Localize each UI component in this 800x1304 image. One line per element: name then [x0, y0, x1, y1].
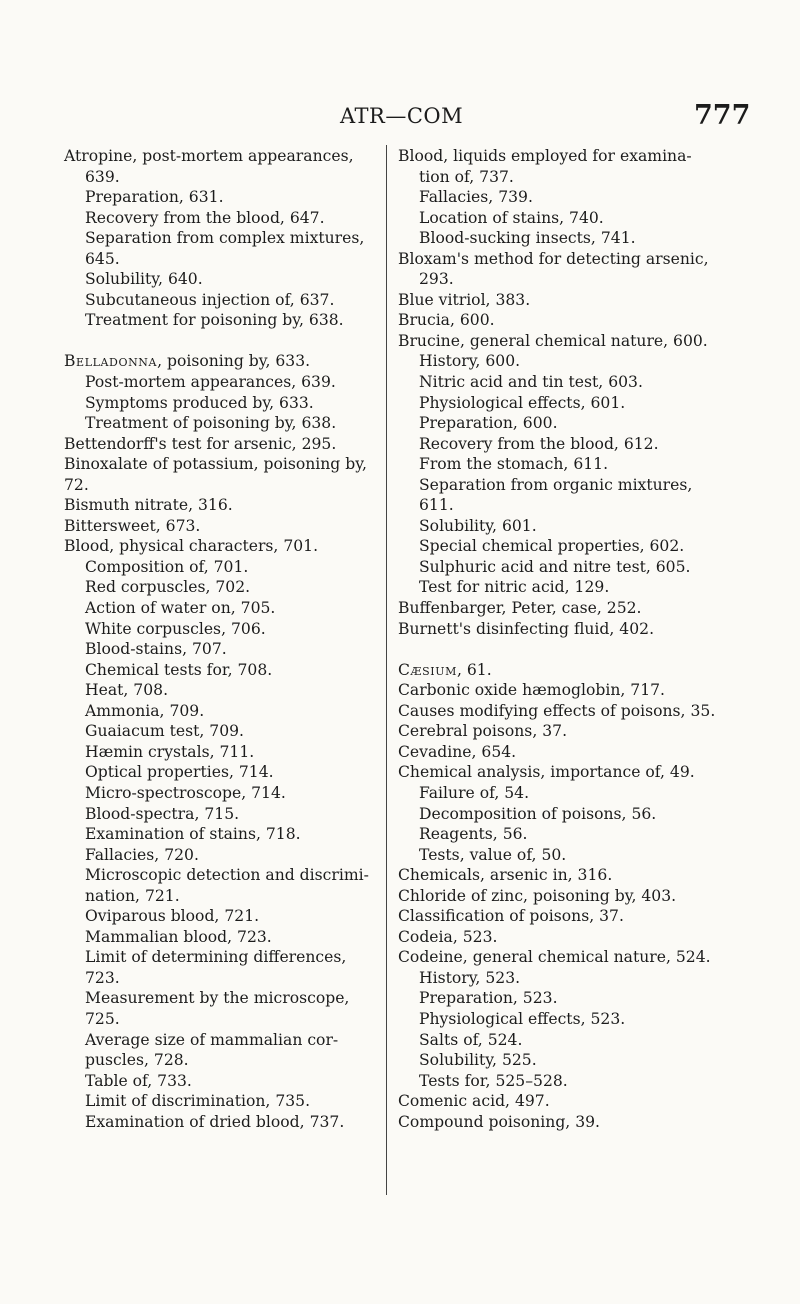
index-subentry: Physiological effects, 601. — [419, 393, 626, 412]
index-subentry: Blood-stains, 707. — [85, 640, 227, 659]
index-subentry: History, 600. — [419, 352, 521, 371]
index-subentry: Blood-sucking insects, 741. — [419, 229, 636, 248]
index-subentry: Tests, value of, 50. — [419, 845, 567, 864]
index-subentry: Fallacies, 739. — [419, 188, 533, 207]
index-subentry: nation, 721. — [85, 886, 180, 905]
index-entry: Blood, physical characters, 701. — [64, 537, 319, 556]
index-entry: Cevadine, 654. — [398, 742, 517, 761]
section-gap — [398, 639, 716, 660]
index-subentry: White corpuscles, 706. — [85, 619, 266, 638]
index-entry: Codeia, 523. — [398, 927, 498, 946]
index-subentry: Micro-spectroscope, 714. — [85, 783, 286, 802]
index-subentry: Limit of determining differences, — [85, 948, 347, 967]
index-entry: Burnett's disinfecting fluid, 402. — [398, 619, 655, 638]
index-subentry: Chemical tests for, 708. — [85, 660, 273, 679]
index-subentry: Special chemical properties, 602. — [419, 537, 685, 556]
index-subentry: Limit of discrimination, 735. — [85, 1092, 311, 1111]
index-subentry: Treatment of poisoning by, 638. — [85, 414, 337, 433]
index-subentry: Reagents, 56. — [419, 825, 528, 844]
index-subentry: Sulphuric acid and nitre test, 605. — [419, 557, 691, 576]
index-subentry: Preparation, 600. — [419, 414, 558, 433]
index-subentry: Microscopic detection and discrimi- — [85, 866, 369, 885]
index-subentry: From the stomach, 611. — [419, 455, 609, 474]
index-subentry: Heat, 708. — [85, 681, 169, 700]
index-subentry: 611. — [419, 496, 454, 515]
index-subentry: 639. — [85, 167, 120, 186]
index-entry: Blue vitriol, 383. — [398, 290, 531, 309]
index-subentry: Average size of mammalian cor- — [85, 1030, 339, 1049]
index-subentry: Examination of stains, 718. — [85, 825, 301, 844]
index-subentry: Failure of, 54. — [419, 783, 530, 802]
index-subentry: Recovery from the blood, 612. — [419, 434, 659, 453]
index-subentry: Guaiacum test, 709. — [85, 722, 244, 741]
index-entry: Brucine, general chemical nature, 600. — [398, 331, 708, 350]
index-entry: Compound poisoning, 39. — [398, 1112, 601, 1131]
index-subentry: Subcutaneous injection of, 637. — [85, 290, 335, 309]
index-subentry: Post-mortem appearances, 639. — [85, 373, 336, 392]
index-entry: 72. — [64, 475, 89, 494]
index-subentry: Salts of, 524. — [419, 1030, 523, 1049]
index-subentry: Separation from complex mixtures, — [85, 229, 365, 248]
index-entry: Carbonic oxide hæmoglobin, 717. — [398, 681, 665, 700]
index-entry: Codeine, general chemical nature, 524. — [398, 948, 711, 967]
index-subentry: Solubility, 525. — [419, 1051, 537, 1070]
index-column-right — [398, 146, 716, 1132]
index-entry: Causes modifying effects of poisons, 35. — [398, 701, 716, 720]
page-number: 777 — [694, 100, 751, 131]
index-entry: Bloxam's method for detecting arsenic, — [398, 249, 709, 268]
index-subentry: 293. — [419, 270, 454, 289]
index-subentry: Oviparous blood, 721. — [85, 907, 260, 926]
index-subentry: Preparation, 523. — [419, 989, 558, 1008]
index-subentry: Symptoms produced by, 633. — [85, 393, 314, 412]
index-subentry: Hæmin crystals, 711. — [85, 742, 255, 761]
index-entry: Bettendorff's test for arsenic, 295. — [64, 434, 337, 453]
index-subentry: Test for nitric acid, 129. — [419, 578, 610, 597]
index-subentry: Tests for, 525–528. — [419, 1071, 568, 1090]
index-subentry: Optical properties, 714. — [85, 763, 274, 782]
index-subentry: Separation from organic mixtures, — [419, 475, 693, 494]
index-entry: Bismuth nitrate, 316. — [64, 496, 233, 515]
index-subentry: Mammalian blood, 723. — [85, 927, 272, 946]
index-subentry: Physiological effects, 523. — [419, 1009, 626, 1028]
index-subentry: Red corpuscles, 702. — [85, 578, 251, 597]
index-subentry: 723. — [85, 968, 120, 987]
index-subentry: Action of water on, 705. — [85, 599, 276, 618]
index-subentry: Fallacies, 720. — [85, 845, 199, 864]
index-entry: Atropine, post-mortem appearances, — [64, 147, 354, 165]
index-subentry: Solubility, 640. — [85, 270, 203, 289]
index-subentry: 645. — [85, 249, 120, 268]
index-entry: Comenic acid, 497. — [398, 1092, 550, 1111]
index-subentry: puscles, 728. — [85, 1051, 189, 1070]
page-header — [0, 100, 800, 136]
index-entry: Classification of poisons, 37. — [398, 907, 624, 926]
index-entry: Blood, liquids employed for examina- — [398, 147, 692, 165]
index-subentry: Composition of, 701. — [85, 557, 249, 576]
index-subentry: Recovery from the blood, 647. — [85, 208, 325, 227]
running-head: ATR—COM — [340, 104, 464, 128]
index-entry: Chemical analysis, importance of, 49. — [398, 763, 695, 782]
index-entry: Buffenbarger, Peter, case, 252. — [398, 599, 642, 618]
index-entry: Cerebral poisons, 37. — [398, 722, 568, 741]
index-subentry: Examination of dried blood, 737. — [85, 1112, 345, 1131]
index-subentry: Decomposition of poisons, 56. — [419, 804, 657, 823]
index-subentry: Measurement by the microscope, — [85, 989, 350, 1008]
index-subentry: 725. — [85, 1009, 120, 1028]
index-entry: Cæsium, 61. — [398, 660, 492, 679]
index-subentry: Treatment for poisoning by, 638. — [85, 311, 344, 330]
index-subentry: tion of, 737. — [419, 167, 514, 186]
index-subentry: Ammonia, 709. — [85, 701, 205, 720]
index-entry: Belladonna, poisoning by, 633. — [64, 352, 311, 371]
column-divider — [386, 145, 387, 1195]
index-subentry: Preparation, 631. — [85, 188, 224, 207]
index-entry: Bittersweet, 673. — [64, 516, 201, 535]
index-entry: Binoxalate of potassium, poisoning by, — [64, 455, 367, 474]
index-subentry: Nitric acid and tin test, 603. — [419, 373, 643, 392]
index-subentry: Solubility, 601. — [419, 516, 537, 535]
index-entry: Brucia, 600. — [398, 311, 495, 330]
section-gap — [64, 331, 376, 352]
index-entry: Chemicals, arsenic in, 316. — [398, 866, 613, 885]
index-subentry: Location of stains, 740. — [419, 208, 604, 227]
index-entry: Chloride of zinc, poisoning by, 403. — [398, 886, 677, 905]
index-column-left — [64, 146, 376, 1132]
index-subentry: History, 523. — [419, 968, 521, 987]
index-subentry: Table of, 733. — [85, 1071, 192, 1090]
index-subentry: Blood-spectra, 715. — [85, 804, 240, 823]
